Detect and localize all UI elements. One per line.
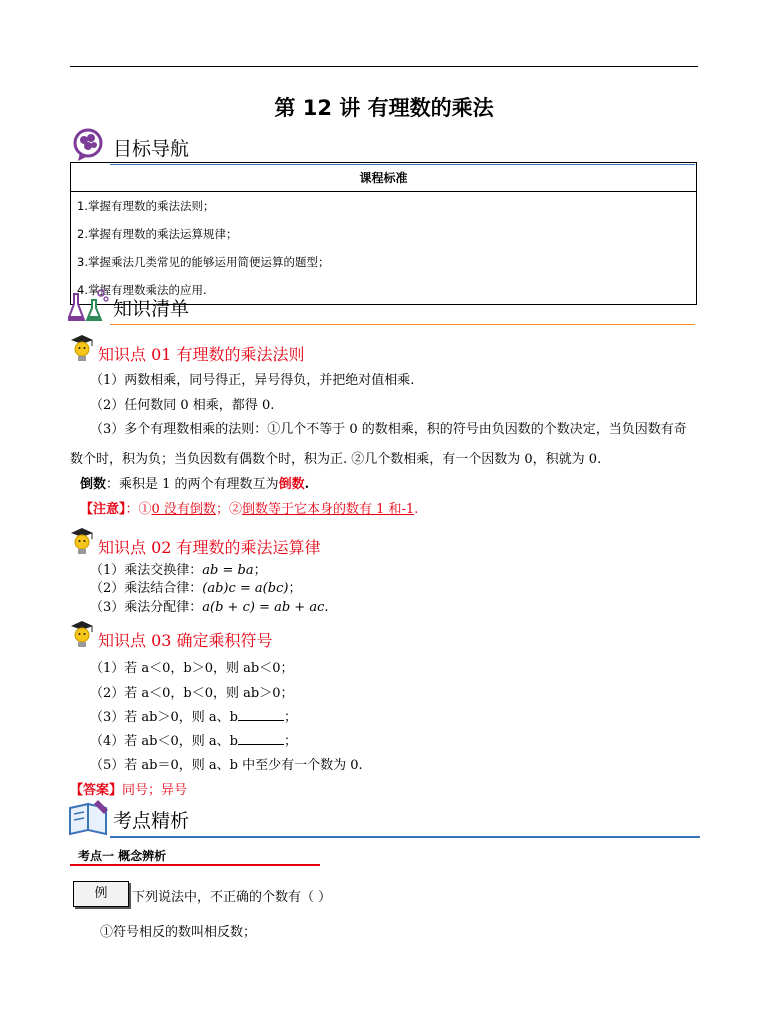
kp2-line-1-end: ； (253, 563, 267, 578)
kp1-reciprocal-word: 倒数 (278, 477, 305, 492)
section-knowledge-label: 知识清单 (113, 298, 190, 320)
standards-table (70, 162, 697, 305)
exam-point-rule (70, 864, 320, 866)
page-title: 第 12 讲 有理数的乘法 (274, 96, 494, 120)
section-exam (68, 798, 700, 838)
kp2-line-2-label: （2）乘法结合律： (90, 581, 203, 596)
kp1-note-a: 0 没有倒数 (151, 502, 216, 517)
kp1-title: 知识点 01 有理数的乘法法则 (98, 345, 305, 364)
example-badge: 例 (73, 881, 129, 907)
kp1-reciprocal-end: . (304, 477, 310, 492)
standards-item: 2.掌握有理数的乘法运算规律； (71, 220, 697, 248)
kp1-note-sep2: ；② (215, 502, 242, 517)
scholar-bulb-icon (68, 620, 98, 650)
kp1-reciprocal-text: ：乘积是 1 的两个有理数互为 (106, 477, 279, 492)
standards-item: 1.掌握有理数的乘法法则； (71, 192, 697, 221)
kp1-note (80, 498, 418, 517)
kp3-line-4-text: （4）若 ab＜0，则 a、b (90, 734, 238, 749)
kp1-reciprocal-label: 倒数 (80, 477, 107, 492)
flask-icon (68, 286, 110, 324)
kp1-note-label: 【注意】 (80, 502, 126, 517)
kp3-answer (70, 779, 187, 798)
kp2-line-2-formula: (ab)c = a(bc) (202, 581, 289, 596)
kp1-line-2: （2）任何数同 0 相乘，都得 0. (90, 398, 275, 413)
kp1-note-b: 倒数等于它本身的数有 1 和-1 (241, 502, 415, 517)
brain-icon (68, 126, 108, 164)
section-knowledge (68, 286, 698, 326)
kp2-line-1 (90, 559, 267, 578)
kp2-line-2 (90, 577, 301, 596)
kp1-line-3: （3）多个有理数相乘的法则：①几个不等于 0 的数相乘，积的符号由负因数的个数决定，当负因数有奇 (90, 422, 687, 437)
kp1-line-1: （1）两数相乘，同号得正，异号得负，并把绝对值相乘. (90, 373, 415, 388)
kp2-title: 知识点 02 有理数的乘法运算律 (98, 538, 321, 557)
standards-item: 3.掌握乘法几类常见的能够运用简便运算的题型； (71, 248, 697, 276)
kp3-line-4 (90, 730, 297, 749)
example-item-1: ①符号相反的数叫相反数； (100, 925, 257, 940)
answer-blank[interactable] (238, 708, 284, 721)
kp1-line-4: 数个时，积为负；当负因数有偶数个时，积为正. ②几个数相乘，有一个因数为 0，积就为 0. (70, 452, 602, 467)
kp2-line-3 (90, 596, 329, 615)
section-exam-rule (110, 836, 700, 838)
kp2-line-3-formula: a(b + c) = ab + ac (202, 600, 325, 615)
standards-item: 4.掌握有理数乘法的应用. (71, 276, 697, 305)
kp2-line-2-end: ； (288, 581, 302, 596)
kp2-line-1-formula: ab = ba (202, 563, 254, 578)
kp1-note-end: . (414, 502, 419, 517)
kp3-line-1: （1）若 a＜0，b＞0，则 ab＜0； (90, 661, 294, 676)
kp3-line-3-text: （3）若 ab＞0，则 a、b (90, 710, 238, 725)
kp3-line-5: （5）若 ab＝0，则 a、b 中至少有一个数为 0. (90, 758, 363, 773)
section-knowledge-rule (110, 324, 695, 325)
section-goal (68, 126, 698, 166)
scholar-bulb-icon (68, 334, 98, 364)
exam-point-title: 考点一 概念辨析 (78, 849, 167, 863)
kp2-line-1-label: （1）乘法交换律： (90, 563, 203, 578)
kp2-line-3-label: （3）乘法分配律： (90, 600, 203, 615)
kp2-line-3-end: . (324, 600, 329, 615)
header-rule (70, 66, 698, 67)
answer-blank[interactable] (238, 732, 284, 745)
book-icon (68, 798, 112, 836)
kp1-note-sep1: ：① (125, 502, 152, 517)
kp3-line-2: （2）若 a＜0，b＜0，则 ab＞0； (90, 686, 294, 701)
kp1-reciprocal (80, 473, 309, 492)
standards-header: 课程标准 (71, 163, 697, 192)
kp3-answer-label: 【答案】 (70, 783, 123, 798)
section-goal-label: 目标导航 (113, 138, 190, 160)
kp3-answer-text: 同号；异号 (122, 783, 188, 798)
kp3-line-3 (90, 706, 297, 725)
scholar-bulb-icon (68, 527, 98, 557)
example-question: 下列说法中，不正确的个数有（ ） (132, 890, 332, 905)
kp3-line-4-end: ； (283, 734, 297, 749)
section-exam-label: 考点精析 (113, 810, 190, 832)
kp3-line-3-end: ； (283, 710, 297, 725)
kp3-title: 知识点 03 确定乘积符号 (98, 631, 273, 650)
